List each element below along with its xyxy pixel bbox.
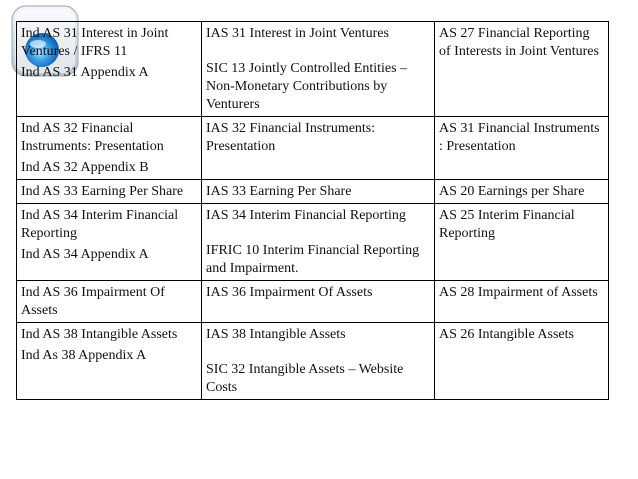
cell-text: AS 28 Impairment of Assets <box>439 285 598 300</box>
table-row <box>17 180 609 204</box>
cell-text: Ind AS 34 Interim Financial Reporting <box>21 208 179 241</box>
table-row <box>17 22 609 117</box>
cell-text: Ind AS 36 Impairment Of Assets <box>21 285 165 318</box>
cell-text: Ind AS 38 Intangible Assets <box>21 327 178 342</box>
cell-text: IAS 38 Intangible Assets <box>206 327 346 342</box>
cell-text: AS 26 Intangible Assets <box>439 327 574 342</box>
cell-text: IFRIC 10 Interim Financial Reporting and Impairment. <box>206 243 420 276</box>
table-cell-ias <box>202 323 435 400</box>
cell-text: Ind AS 32 Appendix B <box>21 160 149 175</box>
cell-text: Ind AS 33 Earning Per Share <box>21 184 184 199</box>
cell-text: Ind As 38 Appendix A <box>21 348 147 363</box>
table-cell-as <box>435 281 609 323</box>
cell-text: Ind AS 31 Appendix A <box>21 65 149 80</box>
table-cell-ind-as <box>17 117 202 180</box>
cell-text: IAS 33 Earning Per Share <box>206 184 352 199</box>
cell-text: SIC 13 Jointly Controlled Entities – Non-Monetary Contributions by Venturers <box>206 61 408 112</box>
cell-text: IAS 32 Financial Instruments: Presentation <box>206 121 376 154</box>
table-cell-ind-as <box>17 22 202 117</box>
table-cell-as <box>435 180 609 204</box>
cell-text: IAS 34 Interim Financial Reporting <box>206 208 406 223</box>
cell-text: AS 20 Earnings per Share <box>439 184 585 199</box>
cell-text: Ind AS 34 Appendix A <box>21 247 149 262</box>
standards-comparison-table <box>16 21 609 400</box>
table-cell-ias <box>202 180 435 204</box>
table-cell-ind-as <box>17 323 202 400</box>
cell-text: AS 27 Financial Reporting of Interests in Joint Ventures <box>439 26 599 59</box>
table-row <box>17 323 609 400</box>
table-cell-ind-as <box>17 204 202 281</box>
cell-text: IAS 36 Impairment Of Assets <box>206 285 373 300</box>
cell-text: Ind AS 32 Financial Instruments: Presentation <box>21 121 164 154</box>
table-row <box>17 281 609 323</box>
table-cell-ias <box>202 117 435 180</box>
cell-text: IAS 31 Interest in Joint Ventures <box>206 26 389 41</box>
cell-text: Ind AS 31 Interest in Joint Ventures / IFRS 11 <box>21 26 169 59</box>
table-cell-ias <box>202 281 435 323</box>
table-cell-as <box>435 117 609 180</box>
table-cell-ind-as <box>17 180 202 204</box>
table-cell-ias <box>202 204 435 281</box>
table-row <box>17 117 609 180</box>
cell-text: AS 31 Financial Instruments : Presentation <box>439 121 600 154</box>
table-cell-ias <box>202 22 435 117</box>
table-cell-as <box>435 204 609 281</box>
cell-text: AS 25 Interim Financial Reporting <box>439 208 575 241</box>
cell-text: SIC 32 Intangible Assets – Website Costs <box>206 362 404 395</box>
table-cell-as <box>435 22 609 117</box>
table-cell-ind-as <box>17 281 202 323</box>
table-row <box>17 204 609 281</box>
table-cell-as <box>435 323 609 400</box>
